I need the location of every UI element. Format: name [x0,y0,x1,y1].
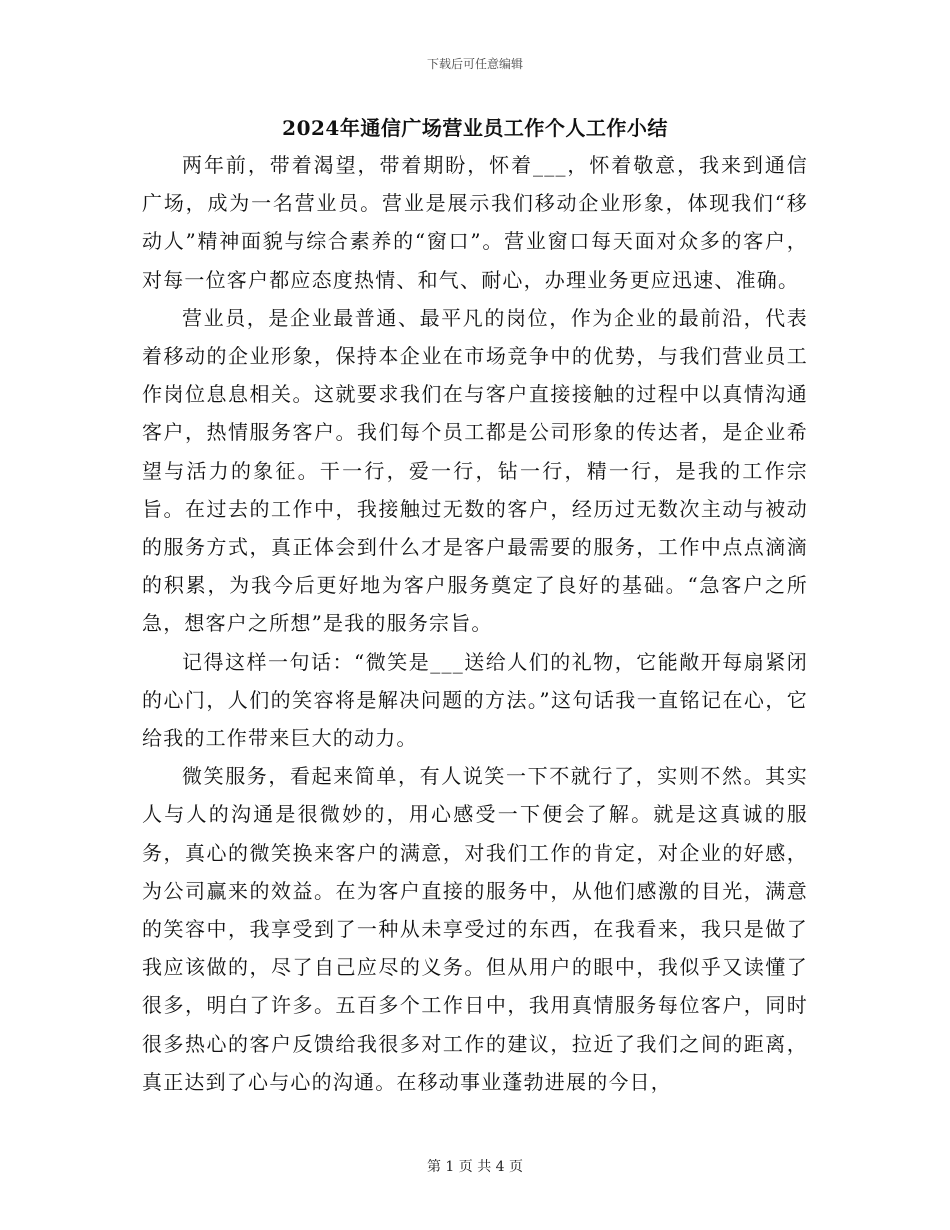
page-number: 第 1 页 共 4 页 [426,1159,524,1175]
paragraph-1: 两年前，带着渴望，带着期盼，怀着___，怀着敬意，我来到通信广场，成为一名营业员。营业是展示我们移动企业形象，体现我们“移动人”精神面貌与综合素养的“窗口”。营业窗口每天面对众多的客户，对每一位客户都应态度热情、和气、耐心，办理业务更应迅速、准确。 [142,153,808,292]
paragraph-2: 营业员，是企业最普通、最平凡的岗位，作为企业的最前沿，代表着移动的企业形象，保持本企业在市场竞争中的优势，与我们营业员工作岗位息息相关。这就要求我们在与客户直接接触的过程中以真情沟通客户，热情服务客户。我们每个员工都是公司形象的传达者，是企业希望与活力的象征。干一行，爱一行，钻一行，精一行，是我的工作宗旨。在过去的工作中，我接触过无数的客户，经历过无数次主动与被动的服务方式，真正体会到什么才是客户最需要的服务，工作中点点滴滴的积累，为我今后更好地为客户服务奠定了良好的基础。“急客户之所急，想客户之所想”是我的服务宗旨。 [142,305,808,636]
paragraph-4: 微笑服务，看起来简单，有人说笑一下不就行了，实则不然。其实人与人的沟通是很微妙的，用心感受一下便会了解。就是这真诚的服务，真心的微笑换来客户的满意，对我们工作的肯定，对企业的好感，为公司赢来的效益。在为客户直接的服务中，从他们感激的目光，满意的笑容中，我享受到了一种从未享受过的东西，在我看来，我只是做了我应该做的，尽了自己应尽的义务。但从用户的眼中，我似乎又读懂了很多，明白了许多。五百多个工作日中，我用真情服务每位客户，同时很多热心的客户反馈给我很多对工作的建议，拉近了我们之间的距离，真正达到了心与心的沟通。在移动事业蓬勃进展的今日， [142,764,808,1094]
document-title: 2024年通信广场营业员工作个人工作小结 [282,116,668,140]
paragraph-3: 记得这样一句话：“微笑是___送给人们的礼物，它能敞开每扇紧闭的心门，人们的笑容将是解决问题的方法。”这句话我一直铭记在心，它给我的工作带来巨大的动力。 [142,649,808,751]
document-body [142,146,808,1101]
header-note: 下载后可任意编辑 [426,57,523,71]
